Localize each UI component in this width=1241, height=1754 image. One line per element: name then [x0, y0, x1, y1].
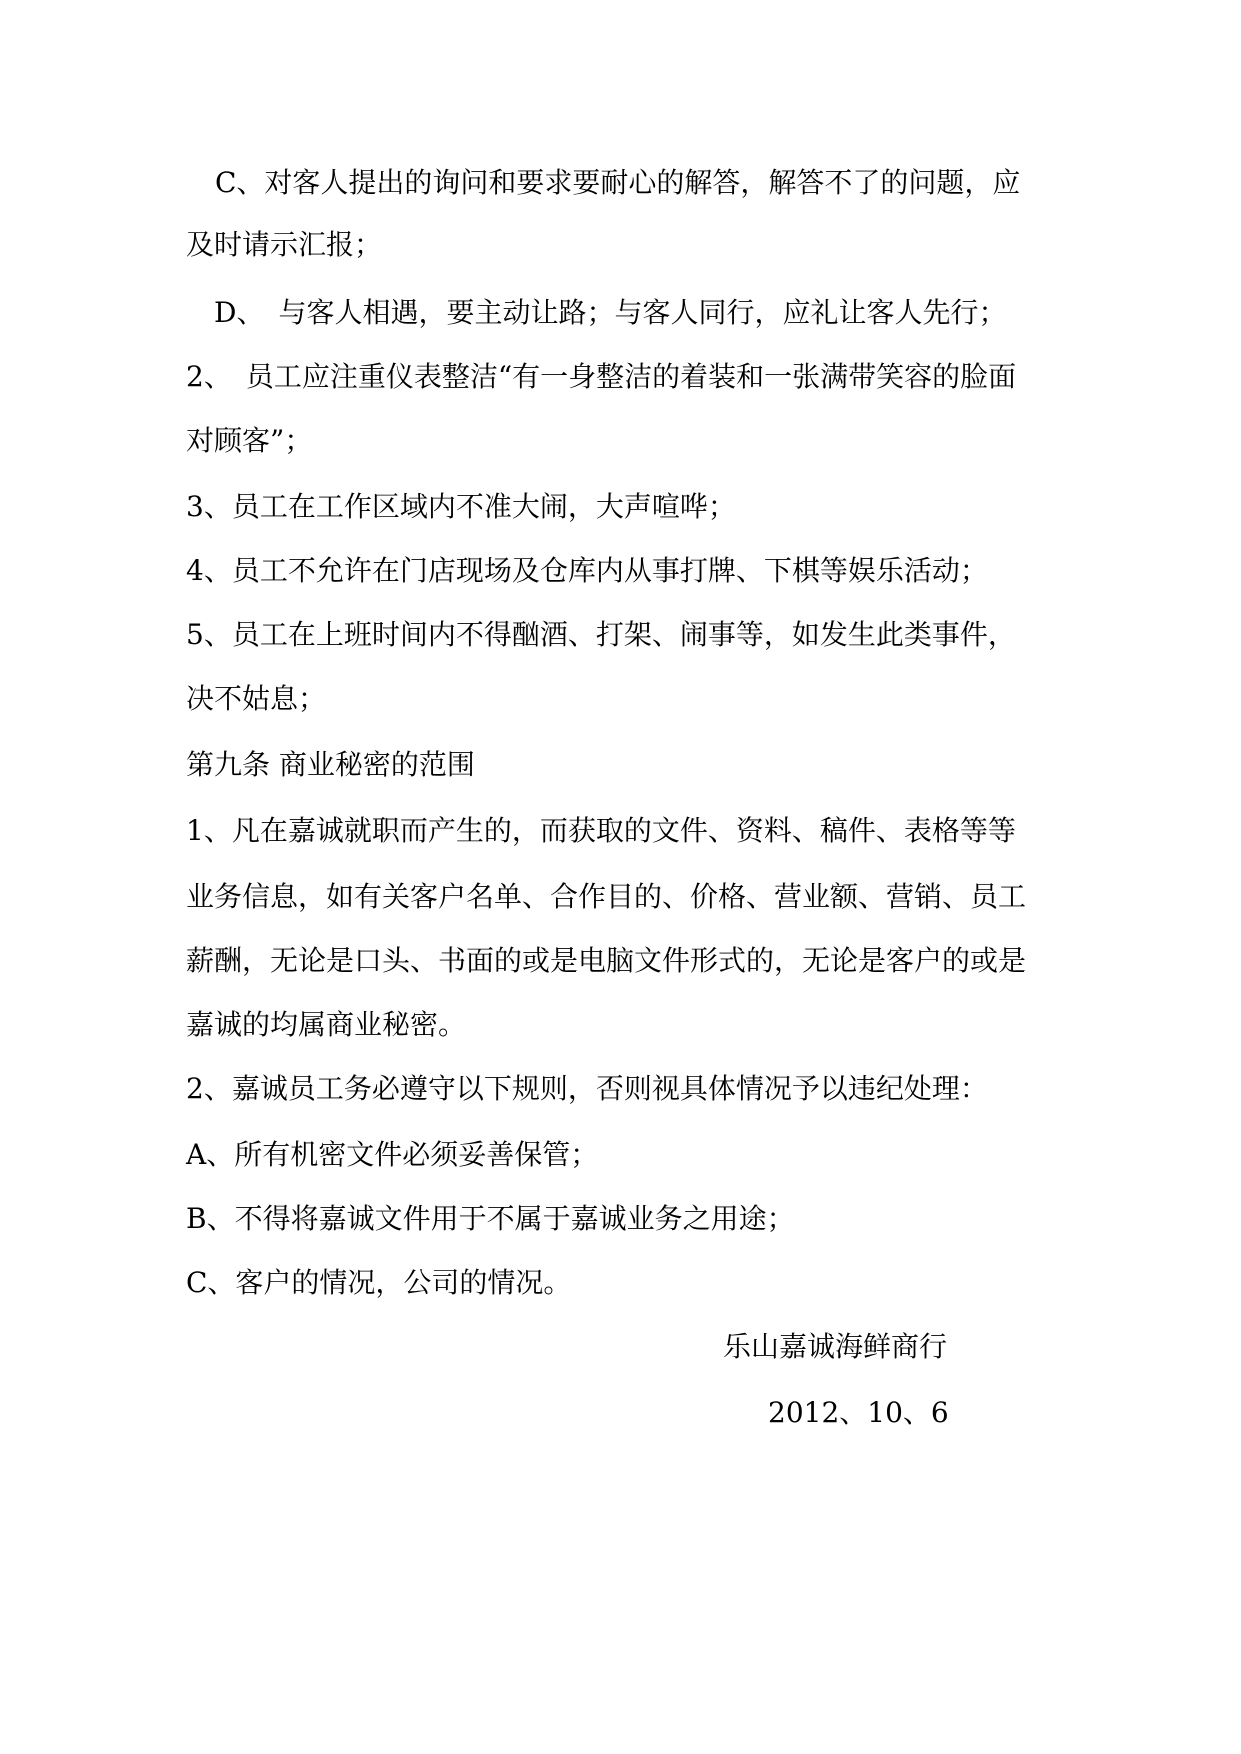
section-1-line-2: 业务信息，如有关客户名单、合作目的、价格、营业额、营销、员工: [186, 880, 1027, 913]
article-9-heading: 第九条 商业秘密的范围: [186, 748, 475, 781]
section-1-line-4: 嘉诚的均属商业秘密。: [186, 1008, 467, 1041]
item-2-text: 2、 员工应注重仪表整洁“有一身整洁的着装和一张满带笑容的脸面: [186, 360, 1017, 393]
rule-a-text: A、所有机密文件必须妥善保管；: [186, 1138, 599, 1171]
item-2-continuation: 对顾客”；: [186, 424, 313, 457]
item-4-text: 4、员工不允许在门店现场及仓库内从事打牌、下棋等娱乐活动；: [186, 554, 988, 587]
rule-c2-text: C、客户的情况，公司的情况。: [186, 1266, 572, 1299]
section-1-line-3: 薪酬，无论是口头、书面的或是电脑文件形式的，无论是客户的或是: [186, 944, 1027, 977]
item-3-text: 3、员工在工作区域内不准大闹，大声喧哗；: [186, 490, 736, 523]
item-5-continuation: 决不姑息；: [186, 682, 327, 715]
signature-date: 2012、10、6: [768, 1396, 949, 1429]
section-2-text: 2、嘉诚员工务必遵守以下规则，否则视具体情况予以违纪处理：: [186, 1072, 988, 1105]
rule-c-continuation: 及时请示汇报；: [186, 228, 383, 261]
rule-c-text: C、对客人提出的询问和要求要耐心的解答，解答不了的问题，应: [215, 166, 1021, 199]
item-5-text: 5、员工在上班时间内不得酗酒、打架、闹事等，如发生此类事件，: [186, 618, 1016, 651]
rule-d-text: D、 与客人相遇，要主动让路；与客人同行，应礼让客人先行；: [214, 296, 1007, 329]
rule-b-text: B、不得将嘉诚文件用于不属于嘉诚业务之用途；: [186, 1202, 795, 1235]
section-1-line-1: 1、凡在嘉诚就职而产生的，而获取的文件、资料、稿件、表格等等: [186, 814, 1016, 847]
signature-company: 乐山嘉诚海鲜商行: [723, 1330, 948, 1363]
